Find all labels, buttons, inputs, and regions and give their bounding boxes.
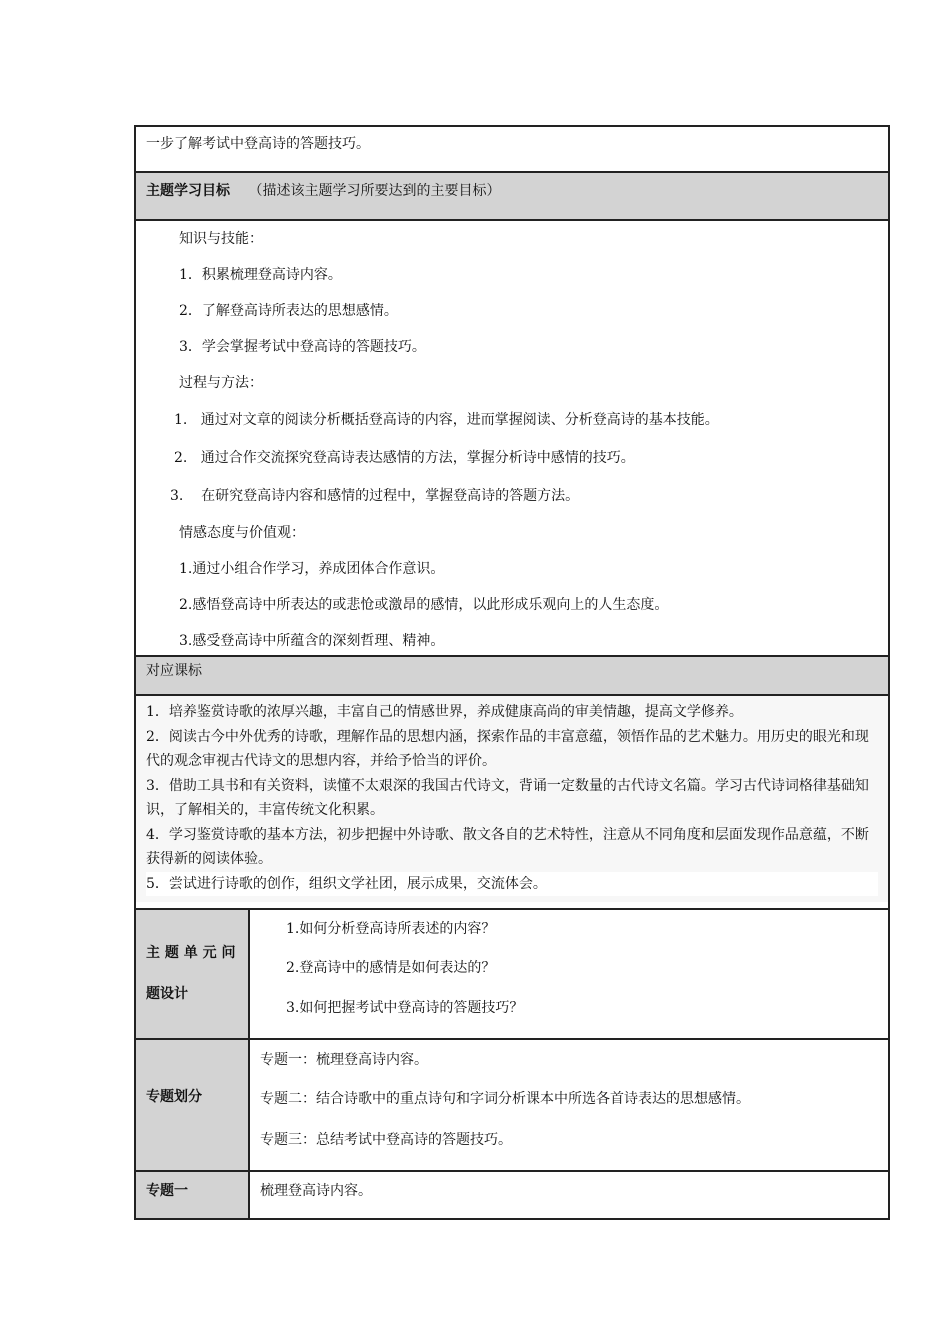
standard-item: 2．阅读古今中外优秀的诗歌，理解作品的思想内涵，探索作品的丰富意蕴，领悟作品的艺术魅力。用历史的眼光和现代的观念审视古代诗文的思想内容，并给予恰当的评价。 (146, 728, 869, 769)
goals-note: （描述该主题学习所要达到的主要目标） (248, 183, 501, 199)
topic-one-row (134, 1172, 890, 1220)
goals-content-row (134, 221, 890, 657)
topic-one-text: 梳理登高诗内容。 (260, 1183, 372, 1199)
process-heading: 过程与方法： (179, 375, 263, 391)
topics-list (250, 1040, 888, 1170)
standard-item: 3．借助工具书和有关资料，读懂不太艰深的我国古代诗文，背诵一定数量的古代诗文名篇。学习古代诗词格律基础知识，了解相关的，丰富传统文化积累。 (146, 777, 869, 818)
standards-list (136, 696, 888, 902)
topic-one-label: 专题一 (146, 1183, 188, 1199)
emotion-item: 1.通过小组合作学习，养成团体合作意识。 (179, 561, 445, 577)
topics-label: 专题划分 (146, 1089, 202, 1105)
standards-title: 对应课标 (146, 663, 202, 679)
standard-item: 4．学习鉴赏诗歌的基本方法，初步把握中外诗歌、散文各自的艺术特性，注意从不同角度和层面发现作品意蕴，不断获得新的阅读体验。 (146, 826, 869, 867)
topic-item: 专题三：总结考试中登高诗的答题技巧。 (260, 1132, 512, 1148)
standard-item: 1．培养鉴赏诗歌的浓厚兴趣，丰富自己的情感世界，养成健康高尚的审美情趣，提高文学修养。 (146, 704, 743, 720)
questions-label-line: 题设计 (146, 986, 188, 1002)
intro-row (134, 125, 890, 173)
questions-label (136, 910, 250, 1038)
standards-content-row (134, 696, 890, 910)
questions-row (134, 910, 890, 1040)
topics-label-cell (136, 1040, 250, 1170)
knowledge-heading: 知识与技能： (179, 231, 263, 247)
goals-header-row (134, 173, 890, 221)
goals-header (146, 173, 878, 209)
intro-text: 一步了解考试中登高诗的答题技巧。 (146, 136, 370, 152)
question-item: 3.如何把握考试中登高诗的答题技巧？ (286, 1000, 524, 1016)
knowledge-item: 2．了解登高诗所表达的思想感情。 (179, 303, 398, 319)
goals-title: 主题学习目标 (146, 183, 230, 199)
lesson-plan-table (134, 125, 890, 1220)
emotion-item: 2.感悟登高诗中所表达的或悲怆或激昂的感情，以此形成乐观向上的人生态度。 (179, 597, 669, 613)
process-item: 3. 在研究登高诗内容和感情的过程中，掌握登高诗的答题方法。 (170, 488, 580, 504)
standards-header-row (134, 657, 890, 696)
process-item: 2. 通过合作交流探究登高诗表达感情的方法，掌握分析诗中感情的技巧。 (174, 450, 635, 466)
topic-item: 专题一：梳理登高诗内容。 (260, 1052, 428, 1068)
standard-item: 5．尝试进行诗歌的创作，组织文学社团，展示成果，交流体会。 (146, 872, 878, 897)
emotion-heading: 情感态度与价值观： (179, 525, 305, 541)
question-item: 2.登高诗中的感情是如何表达的？ (286, 960, 496, 976)
process-item: 1. 通过对文章的阅读分析概括登高诗的内容，进而掌握阅读、分析登高诗的基本技能。 (174, 412, 719, 428)
topic-item: 专题二：结合诗歌中的重点诗句和字词分析课本中所选各首诗表达的思想感情。 (260, 1091, 750, 1107)
knowledge-item: 3．学会掌握考试中登高诗的答题技巧。 (179, 339, 426, 355)
questions-list (250, 910, 888, 1038)
topic-one-content (250, 1172, 888, 1218)
topics-row (134, 1040, 890, 1172)
knowledge-item: 1．积累梳理登高诗内容。 (179, 267, 342, 283)
questions-label-line: 主 题 单 元 问 (146, 945, 236, 961)
emotion-item: 3.感受登高诗中所蕴含的深刻哲理、精神。 (179, 633, 445, 649)
topic-one-label-cell (136, 1172, 250, 1218)
question-item: 1.如何分析登高诗所表述的内容？ (286, 921, 496, 937)
